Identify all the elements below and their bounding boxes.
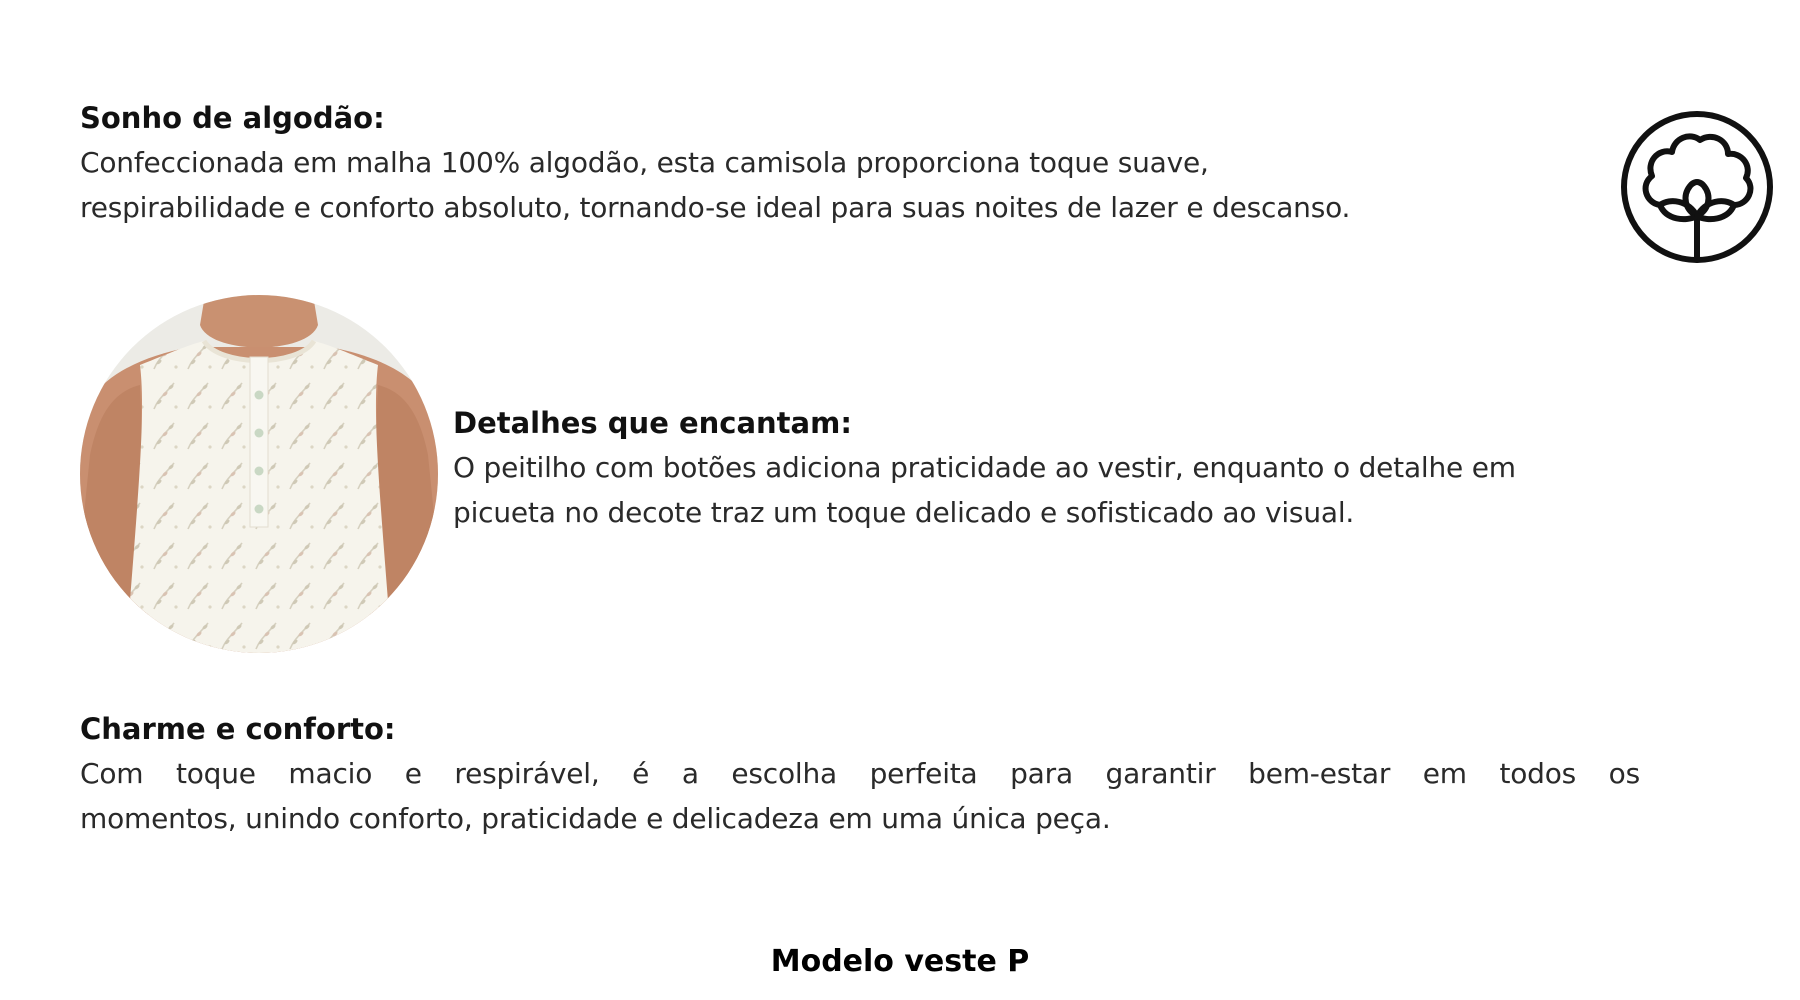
description-line: picueta no decote traz um toque delicado e sofisticado ao visual. bbox=[453, 496, 1355, 529]
description-line: momentos, unindo conforto, praticidade e delicadeza em uma única peça. bbox=[80, 802, 1111, 835]
nightgown-illustration bbox=[80, 295, 438, 653]
description-line: O peitilho com botões adiciona praticidade ao vestir, enquanto o detalhe em bbox=[453, 451, 1516, 484]
model-size-note: Modelo veste P bbox=[770, 944, 1030, 979]
description-line: respirabilidade e conforto absoluto, tornando-se ideal para suas noites de lazer e descanso. bbox=[80, 191, 1351, 224]
section-title: Charme e conforto: bbox=[80, 712, 396, 746]
section-description bbox=[453, 445, 1753, 535]
section-description bbox=[80, 140, 1580, 230]
section-description bbox=[80, 751, 1640, 841]
product-photo bbox=[80, 295, 438, 653]
section-cotton bbox=[80, 96, 1580, 230]
section-title: Detalhes que encantam: bbox=[453, 406, 852, 440]
section-title: Sonho de algodão: bbox=[80, 101, 385, 135]
section-details bbox=[453, 401, 1753, 535]
section-charm bbox=[80, 707, 1640, 841]
cotton-flower-icon bbox=[1620, 110, 1774, 264]
description-line: Com toque macio e respirável, é a escolha perfeita para garantir bem-estar em todos os bbox=[80, 757, 1640, 790]
description-line: Confeccionada em malha 100% algodão, esta camisola proporciona toque suave, bbox=[80, 146, 1209, 179]
